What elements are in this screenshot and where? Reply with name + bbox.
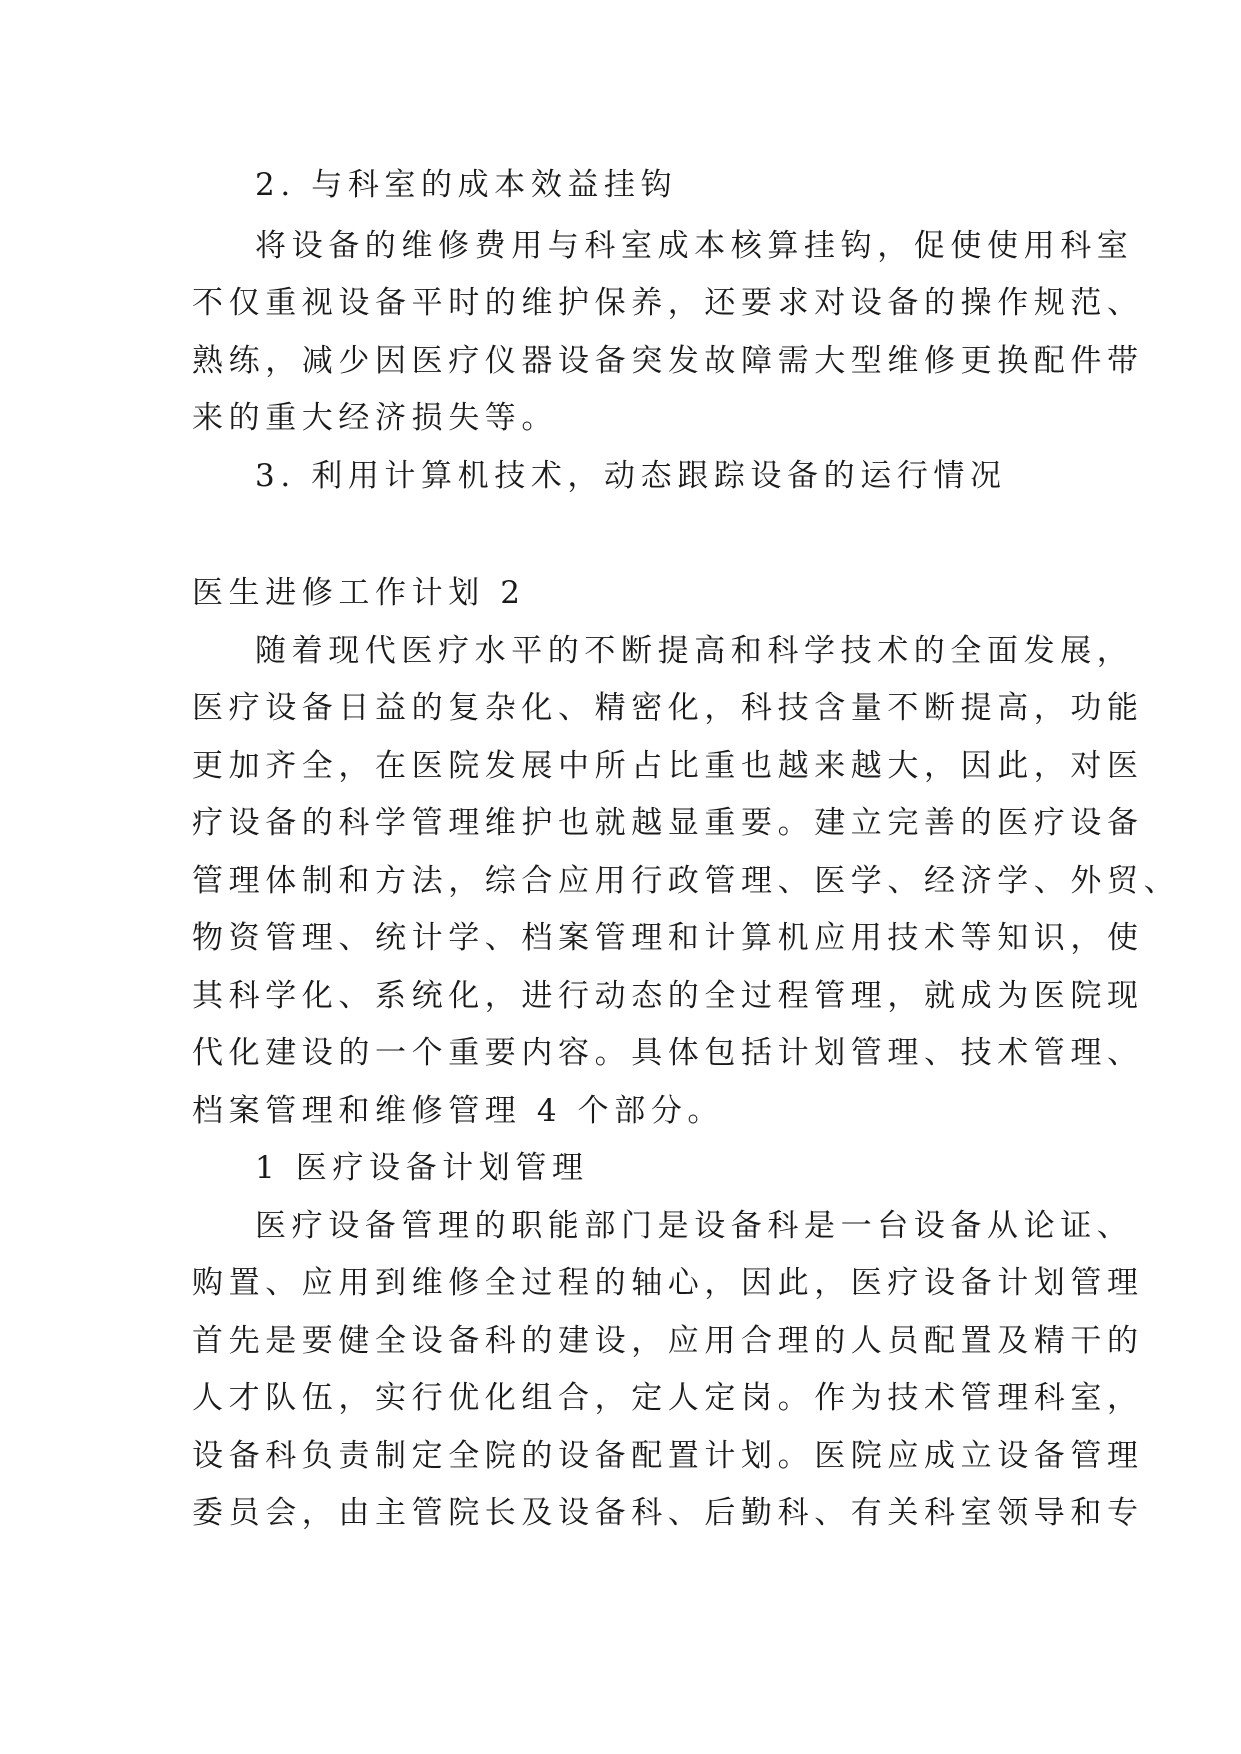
section-heading-1: 1 医疗设备计划管理 — [255, 1150, 589, 1186]
document-title: 医生进修工作计划 2 — [192, 575, 526, 611]
paragraph-line: 疗设备的科学管理维护也就越显重要。建立完善的医疗设备 — [192, 805, 1144, 841]
paragraph-line: 购置、应用到维修全过程的轴心，因此，医疗设备计划管理 — [192, 1265, 1144, 1301]
paragraph-line: 代化建设的一个重要内容。具体包括计划管理、技术管理、 — [192, 1035, 1144, 1071]
paragraph-line: 随着现代医疗水平的不断提高和科学技术的全面发展， — [255, 633, 1134, 669]
paragraph-line: 医疗设备日益的复杂化、精密化，科技含量不断提高，功能 — [192, 690, 1144, 726]
section-heading-3: 3. 利用计算机技术，动态跟踪设备的运行情况 — [255, 458, 1007, 494]
paragraph-line: 不仅重视设备平时的维护保养，还要求对设备的操作规范、 — [192, 285, 1144, 321]
paragraph-line: 来的重大经济损失等。 — [192, 400, 558, 436]
paragraph-line: 首先是要健全设备科的建设，应用合理的人员配置及精干的 — [192, 1323, 1144, 1359]
paragraph-line: 将设备的维修费用与科室成本核算挂钩，促使使用科室 — [255, 228, 1134, 264]
paragraph-line: 委员会，由主管院长及设备科、后勤科、有关科室领导和专 — [192, 1495, 1144, 1531]
paragraph-line: 档案管理和维修管理 4 个部分。 — [192, 1093, 725, 1129]
paragraph-line: 设备科负责制定全院的设备配置计划。医院应成立设备管理 — [192, 1438, 1144, 1474]
paragraph-line: 医疗设备管理的职能部门是设备科是一台设备从论证、 — [255, 1208, 1134, 1244]
paragraph-line: 物资管理、统计学、档案管理和计算机应用技术等知识，使 — [192, 920, 1144, 956]
paragraph-line: 人才队伍，实行优化组合，定人定岗。作为技术管理科室， — [192, 1380, 1144, 1416]
paragraph-line: 管理体制和方法，综合应用行政管理、医学、经济学、外贸、 — [192, 863, 1181, 899]
section-heading-2: 2. 与科室的成本效益挂钩 — [255, 167, 678, 203]
paragraph-line: 其科学化、系统化，进行动态的全过程管理，就成为医院现 — [192, 978, 1144, 1014]
paragraph-line: 更加齐全，在医院发展中所占比重也越来越大，因此，对医 — [192, 748, 1144, 784]
paragraph-line: 熟练，减少因医疗仪器设备突发故障需大型维修更换配件带 — [192, 343, 1144, 379]
